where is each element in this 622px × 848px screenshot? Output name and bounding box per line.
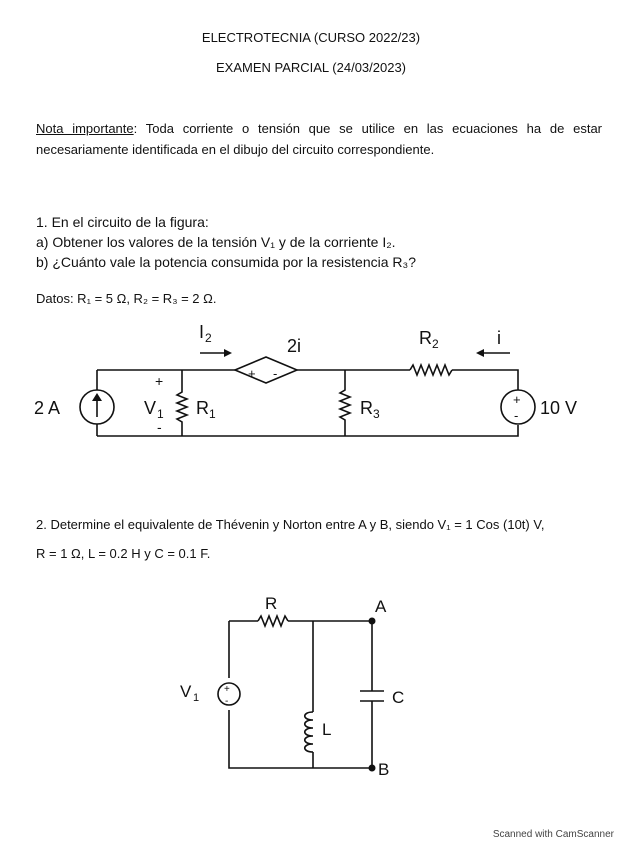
- course-title: ELECTROTECNIA (CURSO 2022/23): [201, 30, 421, 45]
- resistor-r-symbol: [258, 616, 288, 626]
- i2-sub: 2: [205, 331, 212, 345]
- source-current-label: 2 A: [34, 398, 61, 418]
- problem1-line1: 1. En el circuito de la figura:: [36, 214, 209, 230]
- source-voltage-label: 10 V: [540, 398, 578, 418]
- i2-label: I: [199, 322, 205, 342]
- v1-plus: +: [155, 373, 164, 389]
- r1-sub: 1: [209, 407, 216, 421]
- problem2-line2: R = 1 Ω, L = 0.2 H y C = 0.1 F.: [36, 546, 211, 561]
- v1-minus: -: [157, 419, 162, 435]
- r-label: R: [265, 594, 278, 613]
- v1-sub: 1: [157, 407, 164, 421]
- terminal-a-dot: [369, 618, 376, 625]
- terminal-b-dot: [369, 765, 376, 772]
- v1-label: V: [144, 398, 157, 418]
- note-label: Nota importante: [36, 121, 134, 136]
- r2-label: R: [419, 328, 432, 348]
- inductor-label: L: [322, 720, 332, 739]
- terminal-a-label: A: [375, 597, 387, 616]
- c2-left-and-bottom-wire: [229, 621, 372, 768]
- left-arrow-icon: [476, 349, 484, 357]
- r2-sub: 2: [432, 337, 439, 351]
- v1-source-label: V: [180, 682, 192, 701]
- dependent-source-diamond: [235, 357, 297, 383]
- dep-minus: -: [273, 366, 278, 381]
- vsrc-plus: +: [513, 392, 521, 407]
- capacitor-label: C: [392, 688, 405, 707]
- terminal-b-label: B: [378, 760, 390, 779]
- up-arrow-icon: [92, 393, 102, 401]
- problem1-line3: b) ¿Cuánto vale la potencia consumida por la resistencia R₃?: [36, 254, 417, 270]
- dep-source-label: 2i: [287, 336, 302, 356]
- resistor-r3-symbol: [340, 370, 350, 436]
- v1-source-sub: 1: [193, 692, 200, 704]
- note-text: : Toda corriente o tensión que se utilice en las ecuaciones ha de estar necesariamente identificada en el dibujo del circuito correspondiente.: [36, 121, 602, 157]
- problem2-line1: 2. Determine el equivalente de Thévenin y Norton entre A y B, siendo V₁ = 1 Cos (10t) V,: [36, 517, 545, 532]
- problem1-line2: a) Obtener los valores de la tensión V₁ y de la corriente I₂.: [36, 234, 396, 250]
- v1-src-minus: -: [225, 696, 229, 707]
- resistor-r2-symbol: [410, 365, 452, 375]
- r3-sub: 3: [373, 407, 380, 421]
- r3-label: R: [360, 398, 373, 418]
- v1-src-plus: +: [224, 684, 230, 695]
- r1-label: R: [196, 398, 209, 418]
- i-label: i: [497, 328, 501, 348]
- exam-title: EXAMEN PARCIAL (24/03/2023): [215, 60, 407, 75]
- scanner-watermark: Scanned with CamScanner: [492, 829, 614, 840]
- dep-plus: +: [248, 366, 256, 381]
- capacitor-c-symbol: [360, 621, 384, 768]
- right-arrow-icon: [224, 349, 232, 357]
- c1-top-wire-right: [452, 370, 518, 390]
- resistor-r1-symbol: [177, 370, 187, 436]
- inductor-l-symbol: [305, 712, 313, 752]
- problem1-data: Datos: R₁ = 5 Ω, R₂ = R₃ = 2 Ω.: [36, 291, 217, 306]
- vsrc-minus: -: [514, 408, 519, 423]
